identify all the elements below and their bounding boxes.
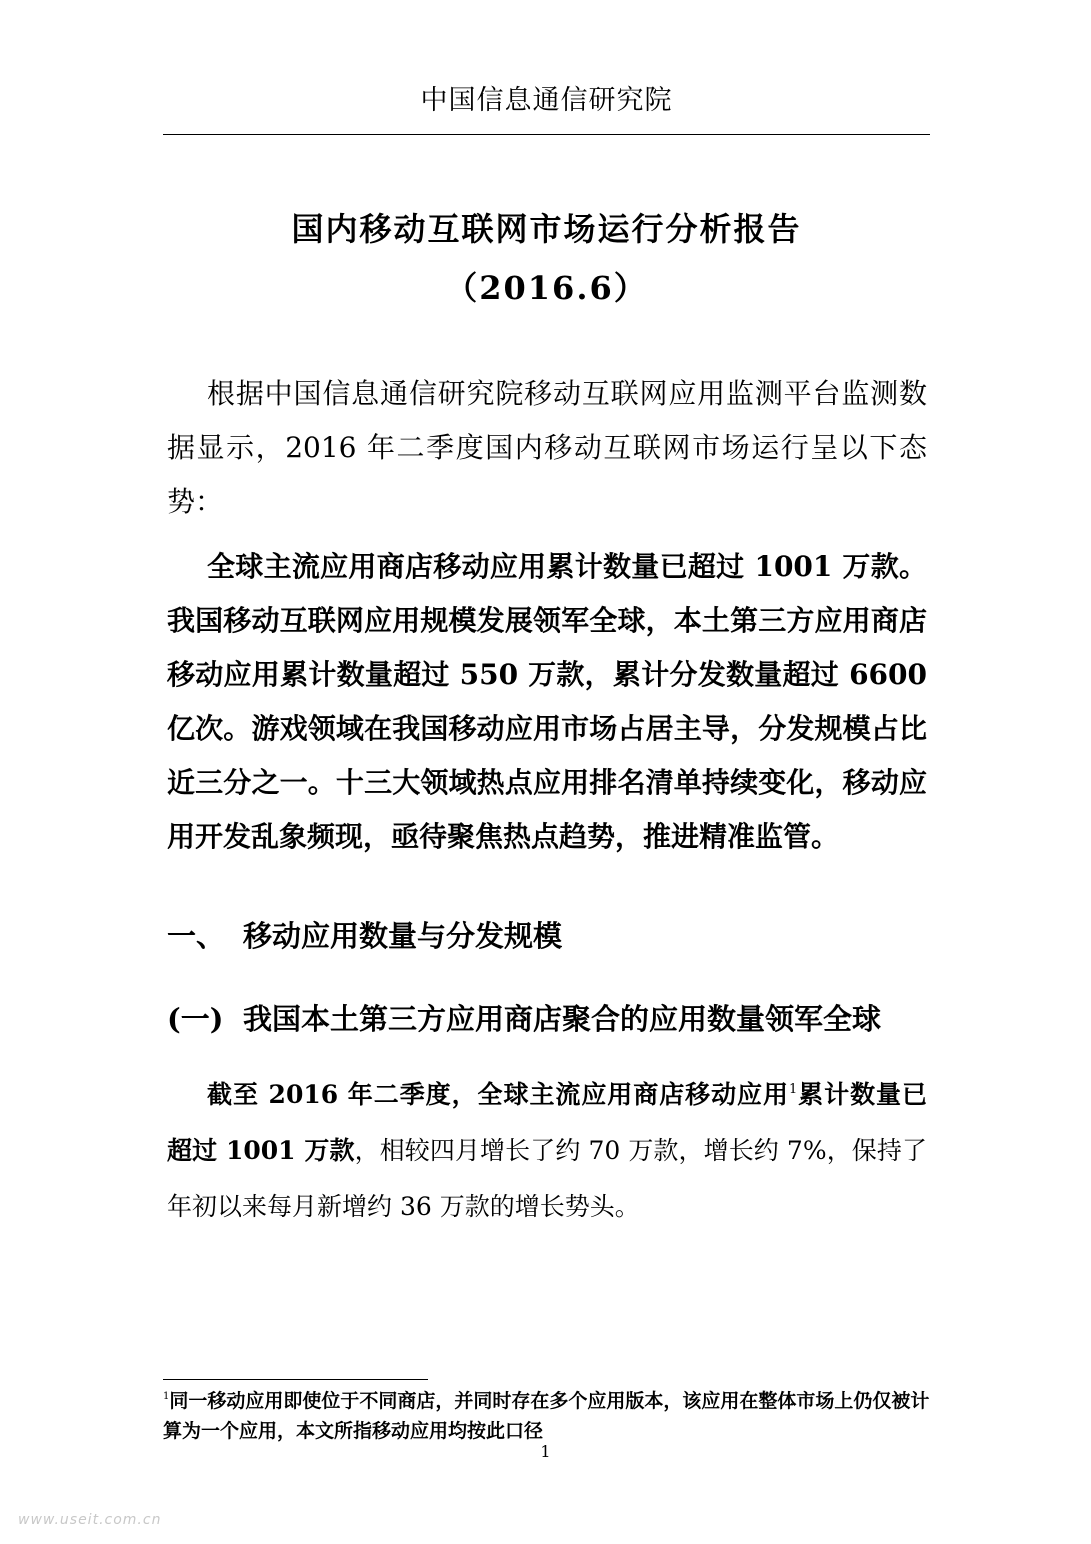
section-heading-1 [167,914,562,955]
body-lead: 截至 2016 年二季度，全球主流应用商店移动应用 [207,1080,789,1109]
watermark: www.useit.com.cn [18,1512,162,1528]
footnote-reference[interactable]: 1 [788,1082,798,1097]
footnote-text: 同一移动应用即使位于不同商店，并同时存在多个应用版本，该应用在整体市场上仍仅被计算为一个应用，本文所指移动应用均按此口径 [163,1390,930,1442]
section-title: 移动应用数量与分发规模 [243,919,563,953]
body-paragraph [167,1067,927,1235]
footnote-divider [163,1379,428,1380]
page-header: 中国信息通信研究院 [420,85,673,116]
footnote [163,1386,930,1446]
report-period: （2016.6） [445,269,648,307]
report-title: 国内移动互联网市场运行分析报告 [291,210,802,248]
footnote-mark: 1 [163,1391,170,1402]
header-divider [163,134,930,135]
subsection-number: (一) [167,1002,224,1036]
body-rest: ，相较四月增长了约 70 万款，增长约 7%，保持了年初以来每月新增约 36 万款的增长势头。 [167,1136,927,1221]
section-number: 一、 [167,919,226,953]
subsection-heading-1 [167,997,881,1038]
summary-paragraph: 全球主流应用商店移动应用累计数量已超过 1001 万款。我国移动互联网应用规模发展领军全球，本土第三方应用商店移动应用累计数量超过 550 万款，累计分发数量超过 6600 亿次。游戏领域在我国移动应用市场占居主导，分发规模占比近三分之一。十三大领域热点应用排名清单持续变化，移动应用开发乱象频现，亟待聚焦热点趋势，推进精准监管。 [167,550,927,853]
intro-paragraph: 根据中国信息通信研究院移动互联网应用监测平台监测数据显示，2016 年二季度国内移动互联网市场运行呈以下态势： [167,377,927,518]
subsection-title: 我国本土第三方应用商店聚合的应用数量领军全球 [243,1002,882,1036]
body-highlight: 累计数量已超过 1001 万款 [167,1080,927,1165]
page-number: 1 [540,1442,551,1461]
